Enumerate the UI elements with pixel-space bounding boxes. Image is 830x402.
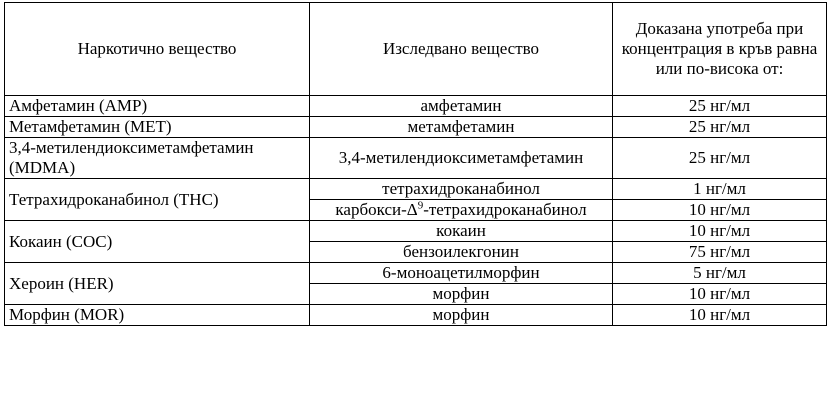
substance-cell	[310, 200, 613, 221]
drug-cell: Тетрахидроканабинол (THC)	[5, 179, 310, 221]
drug-threshold-table	[4, 2, 827, 326]
header-row	[5, 3, 827, 96]
concentration-cell: 75 нг/мл	[613, 242, 827, 263]
concentration-cell: 25 нг/мл	[613, 96, 827, 117]
substance-cell: тетрахидроканабинол	[310, 179, 613, 200]
header-substance: Изследвано вещество	[310, 3, 613, 96]
concentration-cell: 1 нг/мл	[613, 179, 827, 200]
table-row	[5, 263, 827, 284]
substance-name-part: карбокси-Δ	[335, 200, 418, 219]
substance-cell: амфетамин	[310, 96, 613, 117]
concentration-cell: 10 нг/мл	[613, 221, 827, 242]
substance-cell: метамфетамин	[310, 117, 613, 138]
substance-name-part: -тетрахидроканабинол	[423, 200, 587, 219]
table-row	[5, 117, 827, 138]
substance-cell: морфин	[310, 284, 613, 305]
substance-cell: кокаин	[310, 221, 613, 242]
concentration-cell: 25 нг/мл	[613, 117, 827, 138]
drug-cell: Амфетамин (AMP)	[5, 96, 310, 117]
concentration-cell: 5 нг/мл	[613, 263, 827, 284]
header-drug: Наркотично вещество	[5, 3, 310, 96]
substance-cell: 3,4-метилендиоксиметамфетамин	[310, 138, 613, 179]
table-row	[5, 138, 827, 179]
table-row	[5, 305, 827, 326]
drug-cell: Хероин (HER)	[5, 263, 310, 305]
concentration-cell: 10 нг/мл	[613, 284, 827, 305]
substance-cell: 6-моноацетилморфин	[310, 263, 613, 284]
drug-cell: Кокаин (COC)	[5, 221, 310, 263]
concentration-cell: 10 нг/мл	[613, 200, 827, 221]
concentration-cell: 10 нг/мл	[613, 305, 827, 326]
drug-cell: Метамфетамин (MET)	[5, 117, 310, 138]
substance-cell: морфин	[310, 305, 613, 326]
substance-cell: бензоилекгонин	[310, 242, 613, 263]
drug-cell: 3,4-метилендиоксиметамфетамин (MDMA)	[5, 138, 310, 179]
drug-cell: Морфин (MOR)	[5, 305, 310, 326]
table-row	[5, 221, 827, 242]
superscript: 9	[417, 199, 424, 212]
table-row	[5, 96, 827, 117]
table-row	[5, 179, 827, 200]
concentration-cell: 25 нг/мл	[613, 138, 827, 179]
header-concentration: Доказана употреба при концентрация в кръв равна или по-висока от:	[613, 3, 827, 96]
